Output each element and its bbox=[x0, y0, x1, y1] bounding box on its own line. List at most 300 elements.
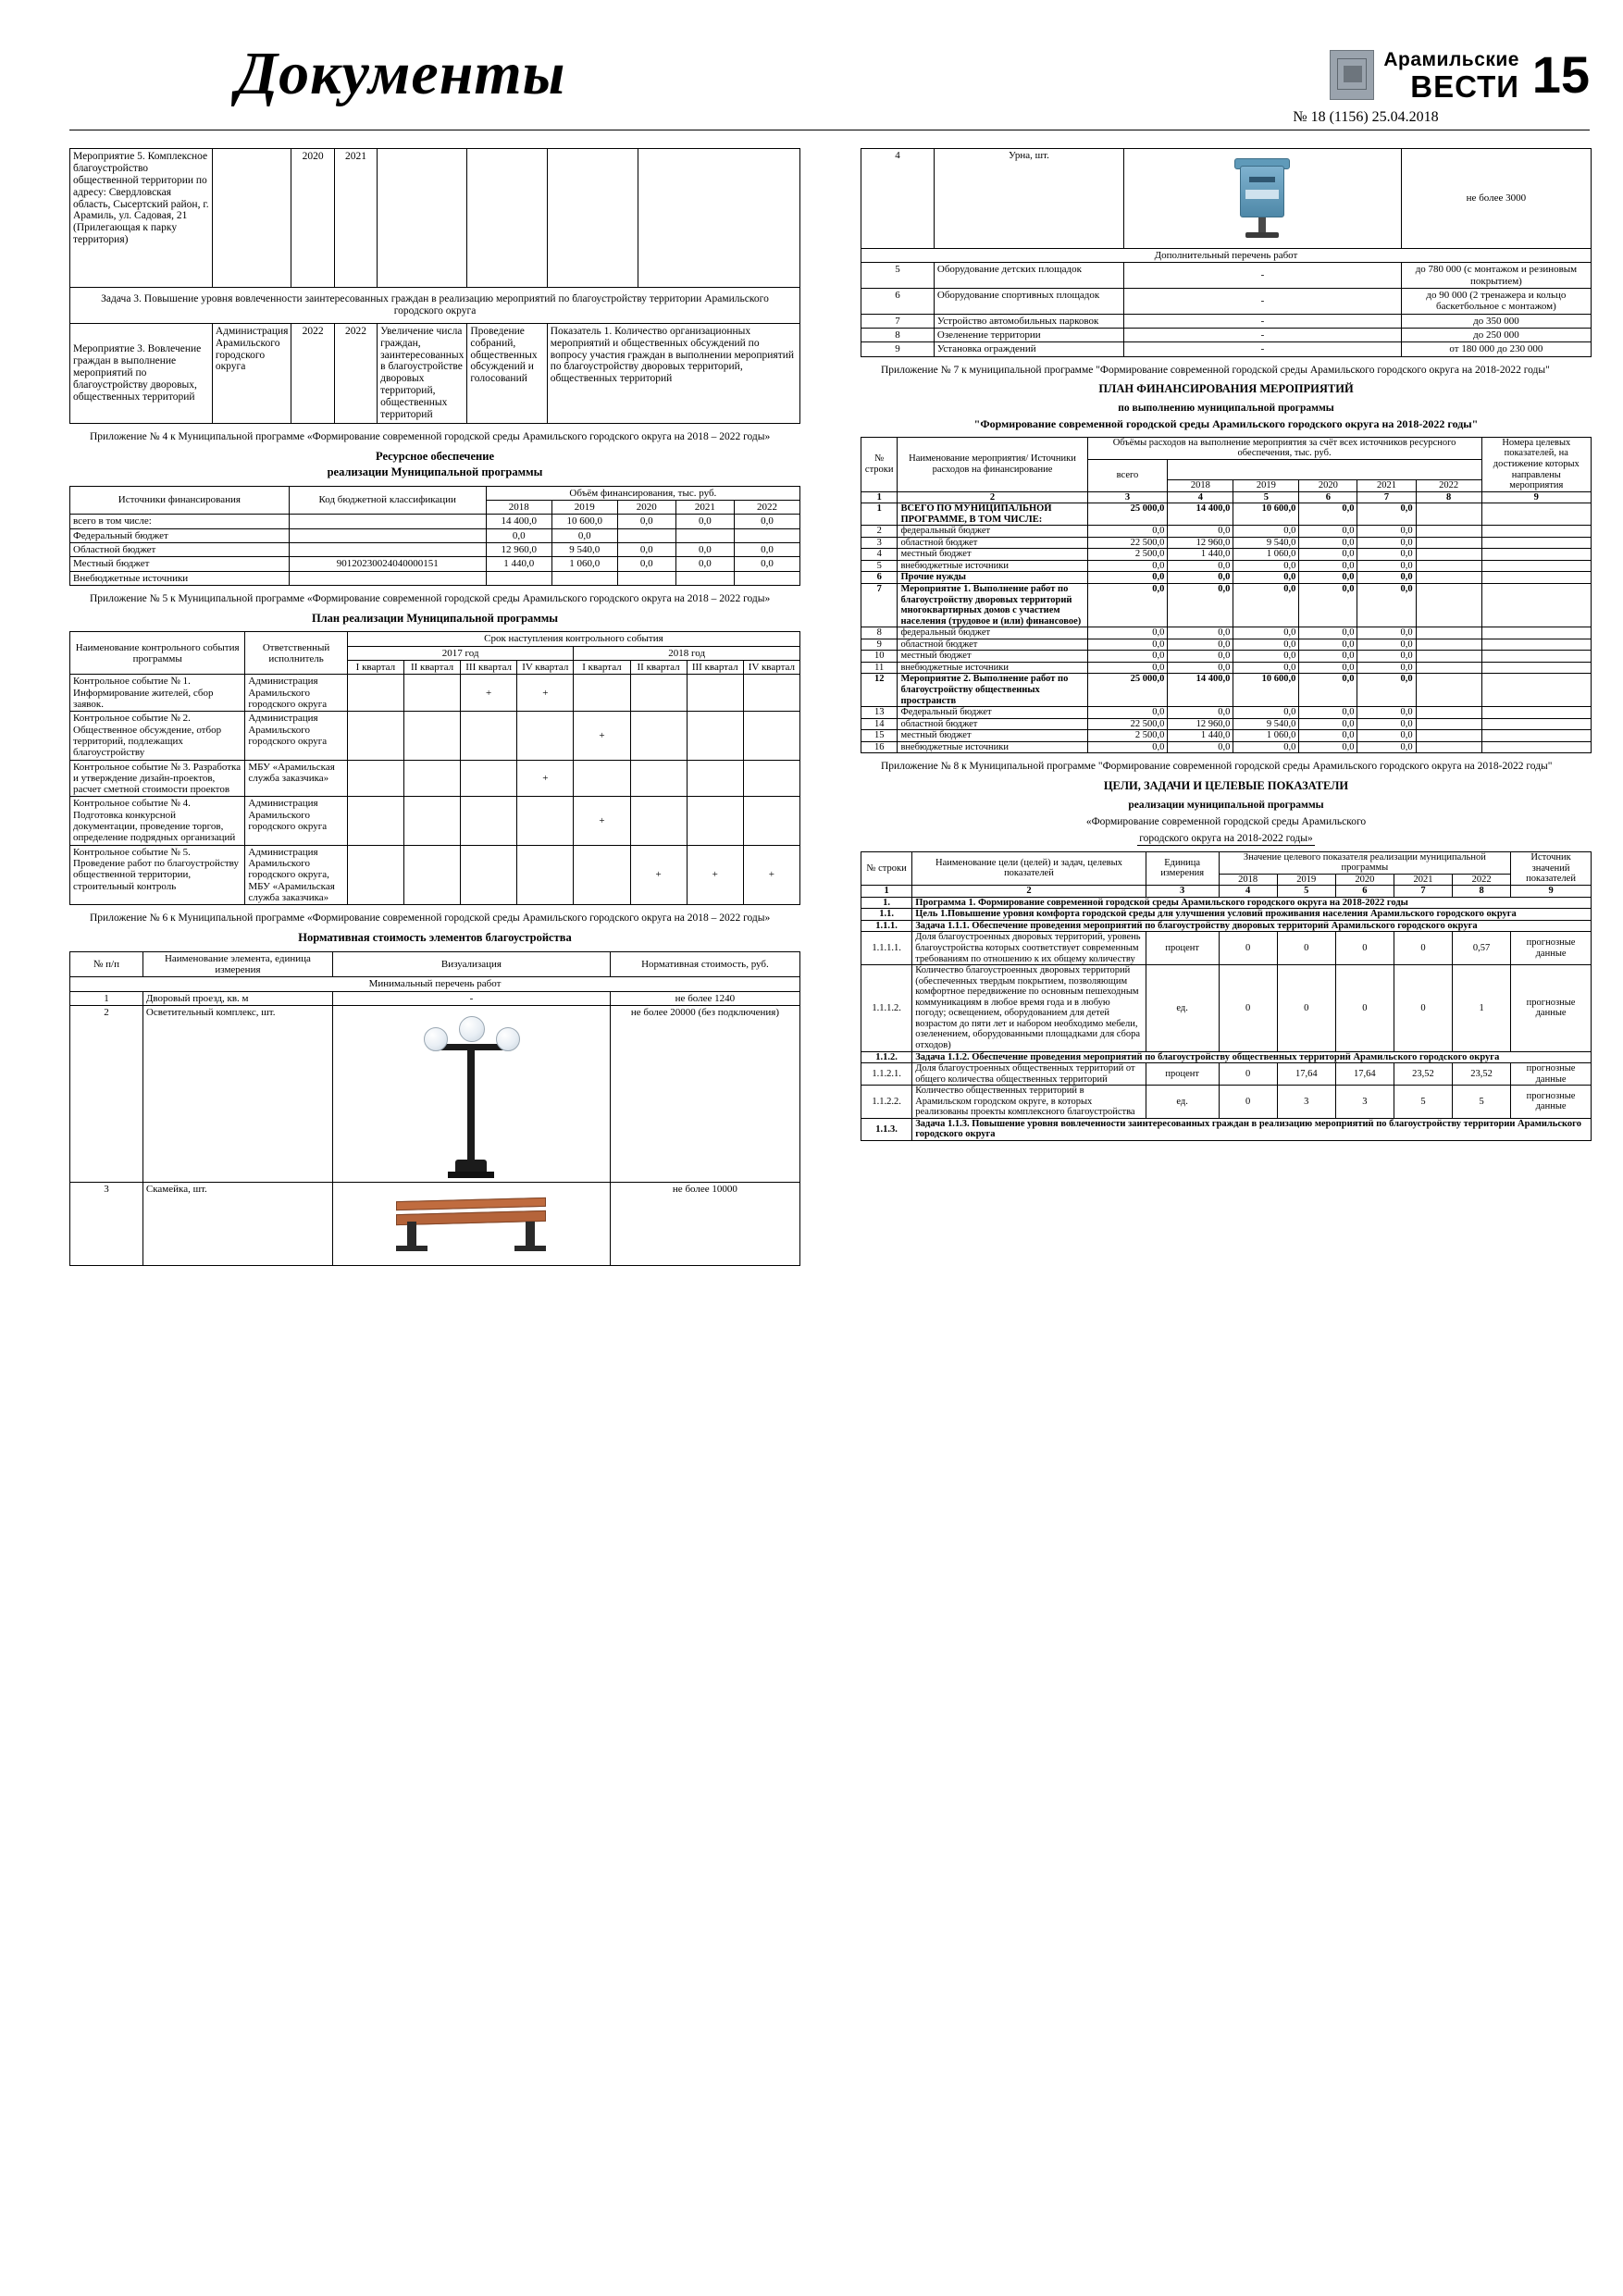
value-2022: 0,0 bbox=[734, 515, 799, 528]
logo-line-2: ВЕСТИ bbox=[1410, 69, 1519, 104]
value-2022: 5 bbox=[1453, 1086, 1511, 1119]
indicator-unit: процент bbox=[1146, 1063, 1219, 1086]
row-number: 1.1.2.1. bbox=[861, 1063, 912, 1086]
row-number: 1.1.2.2. bbox=[861, 1086, 912, 1119]
measure-name: внебюджетные источники bbox=[898, 662, 1087, 674]
value-2020: 0,0 bbox=[1299, 503, 1357, 526]
th-years-group bbox=[1168, 460, 1481, 480]
th-2022: 2022 bbox=[1416, 480, 1481, 492]
measure-3-year-start: 2022 bbox=[291, 323, 334, 423]
colnum-8: 8 bbox=[1416, 491, 1481, 503]
value-2021: 0,0 bbox=[1357, 730, 1416, 742]
value-2020: 0,0 bbox=[1299, 572, 1357, 584]
measure-3-name: Мероприятие 3. Вовлечение граждан в выполнение мероприятий по благоустройству дворовых, общественных территорий bbox=[70, 323, 213, 423]
value-2018: 14 400,0 bbox=[1168, 674, 1233, 707]
th-2022: 2022 bbox=[1453, 874, 1511, 886]
goal-name: Задача 1.1.2. Обеспечение проведения мероприятий по благоустройству общественных территорий Арамильского городского округа bbox=[912, 1051, 1592, 1063]
value-2018: 1 440,0 bbox=[1168, 549, 1233, 561]
colnum-4: 4 bbox=[1219, 886, 1277, 898]
th-expenses: Объёмы расходов на выполнение мероприятия за счёт всех источников ресурсного обеспечения, тыс. руб. bbox=[1087, 437, 1481, 459]
mark-q1-2018 bbox=[574, 675, 630, 712]
page-number: 15 bbox=[1531, 45, 1590, 104]
row-number: 8 bbox=[861, 627, 898, 639]
th-2021: 2021 bbox=[1394, 874, 1452, 886]
colnum-2: 2 bbox=[912, 886, 1146, 898]
value-2018: 0 bbox=[1219, 1086, 1277, 1119]
colnum-1: 1 bbox=[861, 491, 898, 503]
table-row bbox=[861, 651, 1592, 663]
source-code bbox=[289, 528, 486, 542]
measure-name: местный бюджет bbox=[898, 730, 1087, 742]
mark-q3-2018 bbox=[687, 797, 743, 845]
appendix-5-title: План реализации Муниципальной программы bbox=[311, 611, 559, 625]
source-name: Местный бюджет bbox=[70, 557, 290, 571]
total-value: 22 500,0 bbox=[1087, 718, 1168, 730]
table-row bbox=[861, 674, 1592, 707]
total-value: 0,0 bbox=[1087, 584, 1168, 627]
table-row bbox=[861, 1063, 1592, 1086]
th-responsible: Ответственный исполнитель bbox=[245, 632, 347, 675]
element-name: Оборудование детских площадок bbox=[934, 263, 1123, 289]
mark-q3-2018 bbox=[687, 675, 743, 712]
value-2021: 0,0 bbox=[675, 543, 734, 557]
value-2018 bbox=[486, 571, 551, 585]
element-visual bbox=[333, 1183, 611, 1266]
value-2022 bbox=[1416, 572, 1481, 584]
value-2018: 0,0 bbox=[1168, 627, 1233, 639]
colnum-9: 9 bbox=[1481, 491, 1591, 503]
th-year-2017: 2017 год bbox=[347, 646, 574, 660]
table-row bbox=[861, 537, 1592, 549]
row-number: 1.1.1. bbox=[861, 920, 912, 932]
value-2021: 0,0 bbox=[1357, 718, 1416, 730]
element-visual bbox=[1124, 149, 1402, 249]
th-q1-2018: I квартал bbox=[574, 661, 630, 675]
table-row bbox=[70, 675, 800, 712]
mark-q1-2018 bbox=[574, 760, 630, 797]
total-value: 2 500,0 bbox=[1087, 730, 1168, 742]
value-2022 bbox=[1416, 560, 1481, 572]
left-column bbox=[69, 148, 800, 1266]
mark-q4-2017: + bbox=[517, 675, 574, 712]
th-event-term: Срок наступления контрольного события bbox=[347, 632, 799, 646]
target-ref bbox=[1481, 674, 1591, 707]
table-row bbox=[861, 932, 1592, 965]
total-value: 0,0 bbox=[1087, 560, 1168, 572]
row-number: 2 bbox=[861, 526, 898, 538]
value-2019: 0,0 bbox=[1233, 526, 1299, 538]
measure-5-col2 bbox=[212, 149, 291, 288]
row-number: 4 bbox=[861, 549, 898, 561]
value-2020: 0,0 bbox=[1299, 707, 1357, 719]
value-2022 bbox=[1416, 718, 1481, 730]
mark-q2-2018 bbox=[630, 797, 687, 845]
element-cost: до 350 000 bbox=[1401, 314, 1591, 328]
measure-name: Мероприятие 2. Выполнение работ по благоустройству общественных пространств bbox=[898, 674, 1087, 707]
table-resource-support bbox=[69, 486, 800, 586]
value-2018: 12 960,0 bbox=[1168, 718, 1233, 730]
value-2021: 0,0 bbox=[1357, 674, 1416, 707]
th-q2-2018: II квартал bbox=[630, 661, 687, 675]
coat-of-arms-icon bbox=[1330, 50, 1374, 100]
table-row bbox=[861, 503, 1592, 526]
table-row bbox=[861, 328, 1592, 341]
total-value: 0,0 bbox=[1087, 639, 1168, 651]
mark-q1-2017 bbox=[347, 760, 403, 797]
element-cost: не более 1240 bbox=[610, 991, 799, 1005]
table-header-row bbox=[70, 486, 800, 500]
table-row bbox=[861, 920, 1592, 932]
value-2021: 0,0 bbox=[1357, 639, 1416, 651]
th-q4-2017: IV квартал bbox=[517, 661, 574, 675]
table-colnum-row bbox=[861, 491, 1592, 503]
table-row bbox=[861, 639, 1592, 651]
appendix-7-title-1: ПЛАН ФИНАНСИРОВАНИЯ МЕРОПРИЯТИЙ bbox=[1098, 382, 1354, 396]
target-ref bbox=[1481, 572, 1591, 584]
row-number: 16 bbox=[861, 741, 898, 753]
element-visual: - bbox=[1124, 314, 1402, 328]
value-2020: 0 bbox=[1335, 932, 1394, 965]
value-2020: 0,0 bbox=[617, 557, 675, 571]
appendix-5-caption: Приложение № 5 к Муниципальной программе «Формирование современной городской среды Арамильского городского округа на 2018 – 2022 годы» bbox=[90, 592, 771, 604]
table-colnum-row bbox=[861, 886, 1592, 898]
event-responsible: МБУ «Арамильская служба заказчика» bbox=[245, 760, 347, 797]
measure-name: Федеральный бюджет bbox=[898, 707, 1087, 719]
appendix-8-title-3: «Формирование современной городской среды Арамильского bbox=[1085, 815, 1367, 827]
table-header-row bbox=[861, 437, 1592, 459]
indicator-source: прогнозные данные bbox=[1511, 965, 1592, 1051]
measure-5-name: Мероприятие 5. Комплексное благоустройство общественной территории по адресу: Свердловская область, Сысертский район, г. Арамиль, ул. Садовая, 21 (Прилегающая к парку территория) bbox=[70, 149, 213, 288]
goal-name: Программа 1. Формирование современной городской среды Арамильского городского округа на 2018-2022 годы bbox=[912, 897, 1592, 909]
value-2020: 0,0 bbox=[1299, 741, 1357, 753]
appendix-8-title-4 bbox=[861, 833, 1592, 844]
goal-name: Задача 1.1.1. Обеспечение проведения мероприятий по благоустройству дворовых территорий Арамильского городского округа bbox=[912, 920, 1592, 932]
row-number: 1. bbox=[861, 897, 912, 909]
mark-q2-2018: + bbox=[630, 845, 687, 905]
goal-name: Цель 1.Повышение уровня комфорта городской среды для улучшения условий проживания населения Арамильского городского округа bbox=[912, 909, 1592, 921]
colnum-6: 6 bbox=[1299, 491, 1357, 503]
value-2018: 0 bbox=[1219, 1063, 1277, 1086]
table-row bbox=[861, 1118, 1592, 1140]
table-header-row bbox=[861, 851, 1592, 874]
value-2018: 0 bbox=[1219, 965, 1277, 1051]
row-number: 1 bbox=[861, 503, 898, 526]
mark-q3-2017 bbox=[461, 760, 517, 797]
mark-q4-2018 bbox=[743, 760, 799, 797]
element-visual: - bbox=[1124, 328, 1402, 341]
value-2018: 0,0 bbox=[486, 528, 551, 542]
issue-info: № 18 (1156) 25.04.2018 bbox=[1293, 109, 1439, 125]
table-goals-indicators bbox=[861, 851, 1592, 1141]
table-row bbox=[861, 707, 1592, 719]
table-row bbox=[861, 662, 1592, 674]
value-2021: 0,0 bbox=[1357, 584, 1416, 627]
table-row bbox=[70, 1005, 800, 1182]
value-2020 bbox=[617, 528, 675, 542]
appendix-7-caption: Приложение № 7 к муниципальной программе "Формирование современной городской среды Арамильского городского округа на 2018-2022 годы" bbox=[881, 364, 1550, 376]
value-2020: 0,0 bbox=[1299, 584, 1357, 627]
value-2019: 0,0 bbox=[1233, 560, 1299, 572]
indicator-source: прогнозные данные bbox=[1511, 1086, 1592, 1119]
th-q2-2017: II квартал bbox=[403, 661, 460, 675]
th-funding-volume: Объём финансирования, тыс. руб. bbox=[486, 486, 799, 500]
total-value: 0,0 bbox=[1087, 526, 1168, 538]
th-q4-2018: IV квартал bbox=[743, 661, 799, 675]
source-code bbox=[289, 515, 486, 528]
th-normative-cost: Нормативная стоимость, руб. bbox=[610, 951, 799, 977]
table-row bbox=[70, 571, 800, 585]
table-row bbox=[70, 557, 800, 571]
value-2022: 0,0 bbox=[734, 557, 799, 571]
table-row bbox=[861, 1086, 1592, 1119]
event-responsible: Администрация Арамильского городского округа bbox=[245, 675, 347, 712]
table-row bbox=[861, 718, 1592, 730]
target-ref bbox=[1481, 560, 1591, 572]
table-header-row bbox=[70, 632, 800, 646]
value-2019: 0,0 bbox=[1233, 707, 1299, 719]
mark-q3-2018: + bbox=[687, 845, 743, 905]
row-number: 5 bbox=[861, 560, 898, 572]
value-2022 bbox=[1416, 526, 1481, 538]
value-2021: 23,52 bbox=[1394, 1063, 1452, 1086]
total-value: 25 000,0 bbox=[1087, 503, 1168, 526]
total-value: 2 500,0 bbox=[1087, 549, 1168, 561]
value-2022 bbox=[734, 571, 799, 585]
th-source: Источник значений показателей bbox=[1511, 851, 1592, 886]
target-ref bbox=[1481, 537, 1591, 549]
total-value: 0,0 bbox=[1087, 651, 1168, 663]
appendix-4-title-1: Ресурсное обеспечение bbox=[375, 449, 494, 463]
th-year-2018: 2018 год bbox=[574, 646, 800, 660]
element-cost: до 780 000 (с монтажом и резиновым покрытием) bbox=[1401, 263, 1591, 289]
measure-name: федеральный бюджет bbox=[898, 627, 1087, 639]
value-2020: 0 bbox=[1335, 965, 1394, 1051]
mark-q1-2017 bbox=[347, 712, 403, 760]
value-2022 bbox=[1416, 639, 1481, 651]
value-2019: 1 060,0 bbox=[1233, 730, 1299, 742]
table-row bbox=[70, 1183, 800, 1266]
table-row bbox=[70, 797, 800, 845]
value-2018: 1 440,0 bbox=[1168, 730, 1233, 742]
measure-3-responsible: Администрация Арамильского городского округа bbox=[212, 323, 291, 423]
mark-q4-2017 bbox=[517, 797, 574, 845]
mark-q1-2018 bbox=[574, 845, 630, 905]
target-ref bbox=[1481, 584, 1591, 627]
value-2019: 0,0 bbox=[1233, 662, 1299, 674]
row-number: 13 bbox=[861, 707, 898, 719]
mark-q4-2018 bbox=[743, 675, 799, 712]
value-2018: 0,0 bbox=[1168, 572, 1233, 584]
table-row bbox=[861, 965, 1592, 1051]
value-2022 bbox=[1416, 503, 1481, 526]
section-minimal-works: Минимальный перечень работ bbox=[70, 977, 800, 991]
th-control-event: Наименование контрольного события программы bbox=[70, 632, 245, 675]
value-2018: 0,0 bbox=[1168, 662, 1233, 674]
table-element-costs-continued bbox=[861, 148, 1592, 357]
measure-3-action: Проведение собраний, общественных обсуждений и голосований bbox=[467, 323, 547, 423]
value-2018: 1 440,0 bbox=[486, 557, 551, 571]
th-2020: 2020 bbox=[1299, 480, 1357, 492]
value-2020: 3 bbox=[1335, 1086, 1394, 1119]
mark-q2-2017 bbox=[403, 675, 460, 712]
mark-q2-2017 bbox=[403, 797, 460, 845]
table-row bbox=[70, 991, 800, 1005]
measure-5-col5 bbox=[378, 149, 467, 288]
colnum-3: 3 bbox=[1146, 886, 1219, 898]
right-column bbox=[861, 148, 1592, 1141]
row-number: 1.1.3. bbox=[861, 1118, 912, 1140]
table-row bbox=[861, 314, 1592, 328]
element-cost: до 250 000 bbox=[1401, 328, 1591, 341]
value-2021: 0,0 bbox=[675, 557, 734, 571]
row-number: 2 bbox=[70, 1005, 143, 1182]
element-cost: не более 20000 (без подключения) bbox=[610, 1005, 799, 1182]
value-2020: 0,0 bbox=[617, 543, 675, 557]
element-cost: не более 10000 bbox=[610, 1183, 799, 1266]
indicator-name: Количество общественных территорий в Арамильском городском округе, в которых реализованы проекты комплексного благоустройства bbox=[912, 1086, 1146, 1119]
appendix-7-title-2: по выполнению муниципальной программы bbox=[1118, 402, 1334, 414]
row-number: 10 bbox=[861, 651, 898, 663]
value-2018: 14 400,0 bbox=[1168, 503, 1233, 526]
appendix-8-caption: Приложение № 8 к Муниципальной программе "Формирование современной городской среды Арамильского городского округа на 2018-2022 годы" bbox=[881, 761, 1553, 773]
target-ref bbox=[1481, 503, 1591, 526]
value-2019: 1 060,0 bbox=[551, 557, 617, 571]
value-2021: 0,0 bbox=[1357, 526, 1416, 538]
table-row bbox=[70, 712, 800, 760]
measure-name: областной бюджет bbox=[898, 639, 1087, 651]
element-name: Урна, шт. bbox=[934, 149, 1123, 249]
value-2019: 9 540,0 bbox=[1233, 537, 1299, 549]
row-number: 9 bbox=[861, 342, 935, 356]
value-2022 bbox=[1416, 707, 1481, 719]
th-2018: 2018 bbox=[1219, 874, 1277, 886]
row-number: 3 bbox=[70, 1183, 143, 1266]
event-name: Контрольное событие № 2. Общественное обсуждение, отбор территорий, подлежащих благоустройству bbox=[70, 712, 245, 760]
table-header-row bbox=[70, 951, 800, 977]
measure-name: Мероприятие 1. Выполнение работ по благоустройству дворовых территорий многоквартирных домов с участием населения (трудовое и (или) финансовое) bbox=[898, 584, 1087, 627]
colnum-8: 8 bbox=[1453, 886, 1511, 898]
value-2021: 0,0 bbox=[1357, 560, 1416, 572]
row-number: 6 bbox=[861, 572, 898, 584]
value-2022 bbox=[734, 528, 799, 542]
street-lamp-icon bbox=[402, 1007, 540, 1178]
value-2021: 0,0 bbox=[1357, 537, 1416, 549]
target-ref bbox=[1481, 526, 1591, 538]
row-number: 7 bbox=[861, 584, 898, 627]
th-year-2018: 2018 bbox=[486, 501, 551, 515]
row-number: 8 bbox=[861, 328, 935, 341]
value-2019: 10 600,0 bbox=[1233, 503, 1299, 526]
value-2019: 3 bbox=[1277, 1086, 1335, 1119]
measure-name: местный бюджет bbox=[898, 549, 1087, 561]
table-row bbox=[861, 909, 1592, 921]
value-2022 bbox=[1416, 741, 1481, 753]
th-unit: Единица измерения bbox=[1146, 851, 1219, 886]
table-row bbox=[70, 543, 800, 557]
th-year-2020: 2020 bbox=[617, 501, 675, 515]
value-2022 bbox=[1416, 549, 1481, 561]
value-2022 bbox=[1416, 584, 1481, 627]
target-ref bbox=[1481, 730, 1591, 742]
row-number: 9 bbox=[861, 639, 898, 651]
measure-name: областной бюджет bbox=[898, 537, 1087, 549]
row-number: 5 bbox=[861, 263, 935, 289]
table-row bbox=[861, 1051, 1592, 1063]
value-2020: 0,0 bbox=[1299, 730, 1357, 742]
measure-name: ВСЕГО ПО МУНИЦИПАЛЬНОЙ ПРОГРАММЕ, В ТОМ ЧИСЛЕ: bbox=[898, 503, 1087, 526]
row-number: 6 bbox=[861, 288, 935, 314]
appendix-4-caption: Приложение № 4 к Муниципальной программе «Формирование современной городской среды Арамильского городского округа на 2018 – 2022 годы» bbox=[90, 430, 771, 442]
value-2021: 5 bbox=[1394, 1086, 1452, 1119]
value-2021: 0,0 bbox=[675, 515, 734, 528]
value-2021: 0 bbox=[1394, 965, 1452, 1051]
table-row bbox=[861, 342, 1592, 356]
mark-q1-2017 bbox=[347, 845, 403, 905]
value-2022 bbox=[1416, 662, 1481, 674]
colnum-1: 1 bbox=[861, 886, 912, 898]
value-2020 bbox=[617, 571, 675, 585]
total-value: 22 500,0 bbox=[1087, 537, 1168, 549]
table-row bbox=[861, 572, 1592, 584]
event-responsible: Администрация Арамильского городского округа bbox=[245, 797, 347, 845]
th-q1-2017: I квартал bbox=[347, 661, 403, 675]
colnum-6: 6 bbox=[1335, 886, 1394, 898]
mark-q3-2017 bbox=[461, 712, 517, 760]
mark-q3-2017 bbox=[461, 845, 517, 905]
value-2018: 0,0 bbox=[1168, 584, 1233, 627]
th-number: № п/п bbox=[70, 951, 143, 977]
row-number: 11 bbox=[861, 662, 898, 674]
event-name: Контрольное событие № 3. Разработка и утверждение дизайн-проектов, расчет сметной стоимости проектов bbox=[70, 760, 245, 797]
th-2020: 2020 bbox=[1335, 874, 1394, 886]
row-number: 7 bbox=[861, 314, 935, 328]
value-2020: 0,0 bbox=[1299, 674, 1357, 707]
table-row bbox=[861, 549, 1592, 561]
total-value: 0,0 bbox=[1087, 627, 1168, 639]
source-name: Федеральный бюджет bbox=[70, 528, 290, 542]
value-2022 bbox=[1416, 674, 1481, 707]
table-section-row bbox=[70, 977, 800, 991]
indicator-source: прогнозные данные bbox=[1511, 932, 1592, 965]
table-row bbox=[861, 584, 1592, 627]
colnum-7: 7 bbox=[1357, 491, 1416, 503]
source-code bbox=[289, 543, 486, 557]
mark-q4-2018 bbox=[743, 712, 799, 760]
value-2022 bbox=[1416, 730, 1481, 742]
value-2019: 9 540,0 bbox=[551, 543, 617, 557]
mark-q2-2018 bbox=[630, 760, 687, 797]
target-ref bbox=[1481, 627, 1591, 639]
th-goal-name: Наименование цели (целей) и задач, целевых показателей bbox=[912, 851, 1146, 886]
value-2020: 0,0 bbox=[1299, 639, 1357, 651]
value-2021: 0,0 bbox=[1357, 662, 1416, 674]
trash-bin-icon bbox=[1225, 153, 1299, 242]
value-2019: 0,0 bbox=[1233, 651, 1299, 663]
table-row bbox=[70, 845, 800, 905]
total-value: 0,0 bbox=[1087, 662, 1168, 674]
section-additional-works: Дополнительный перечень работ bbox=[861, 249, 1592, 263]
value-2019: 10 600,0 bbox=[551, 515, 617, 528]
target-ref bbox=[1481, 707, 1591, 719]
th-2021: 2021 bbox=[1357, 480, 1416, 492]
value-2018: 12 960,0 bbox=[486, 543, 551, 557]
value-2022: 1 bbox=[1453, 965, 1511, 1051]
source-code: 90120230024040000151 bbox=[289, 557, 486, 571]
value-2019: 0,0 bbox=[551, 528, 617, 542]
value-2020: 0,0 bbox=[1299, 662, 1357, 674]
th-2018: 2018 bbox=[1168, 480, 1233, 492]
value-2020: 0,0 bbox=[1299, 627, 1357, 639]
